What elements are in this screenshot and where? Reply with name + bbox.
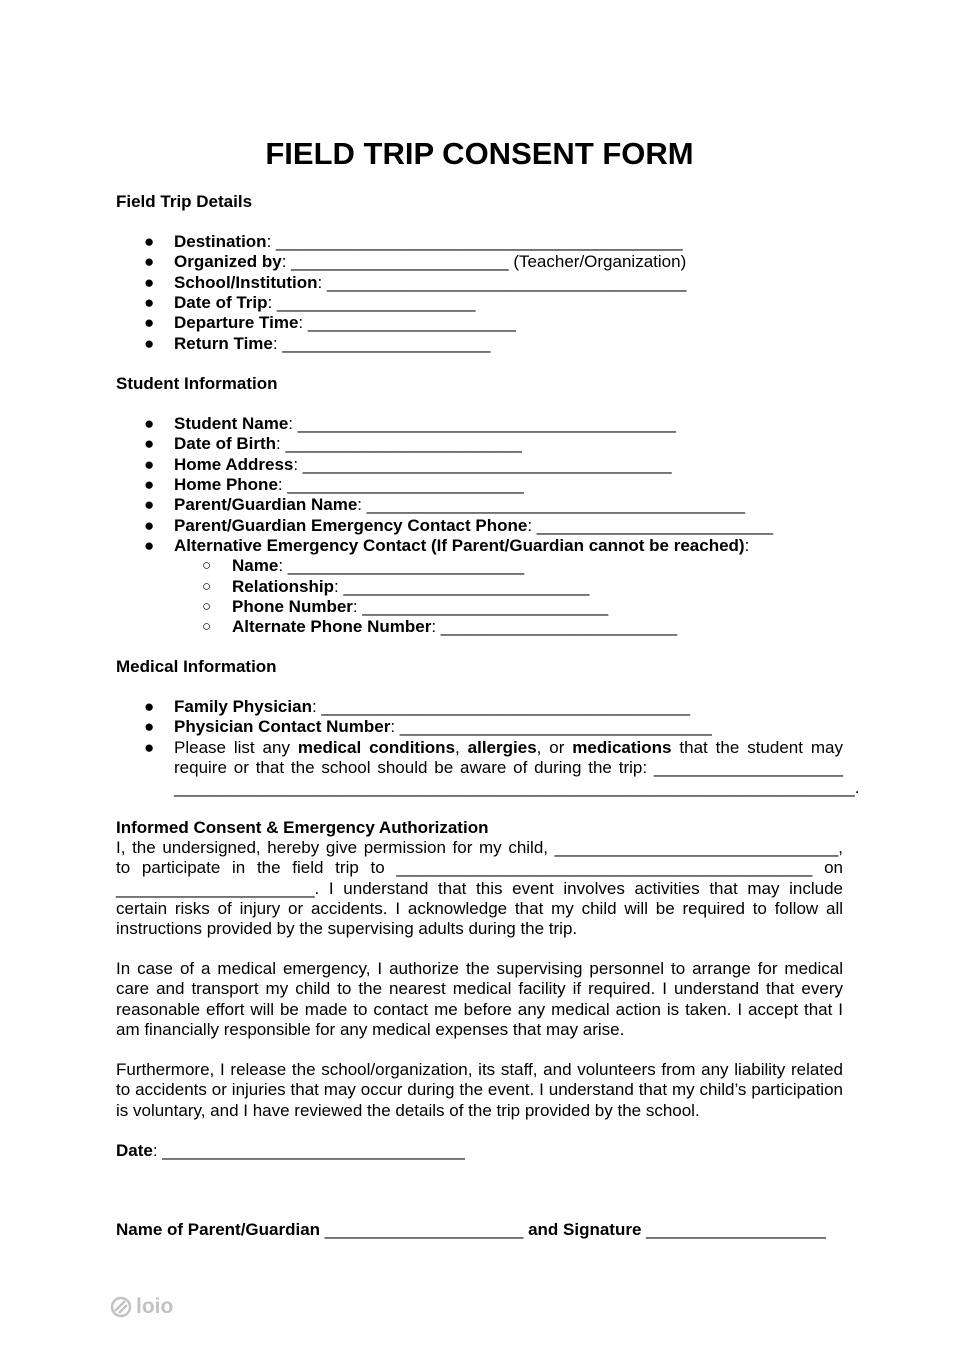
list-item (116, 293, 843, 313)
blank-line[interactable]: : ______________________ (272, 333, 491, 353)
blank-line[interactable]: : ___________________________________________ (266, 232, 683, 251)
text-line: certain risks of injury or accidents. I acknowledge that my child will be required to follow all (116, 898, 843, 918)
list-item (116, 475, 843, 495)
section-heading-trip-details: Field Trip Details (116, 192, 253, 211)
list-item (116, 434, 843, 454)
list-item (116, 232, 843, 252)
field-label: Departure Time (174, 313, 299, 333)
bullet-icon: ● (144, 272, 155, 292)
consent-paragraph-2: In case of a medical emergency, I authorize the supervising personnel to arrange for medical care and transport my child to the nearest medical facility if required. I understand that every reasonable effort will be made to contact me before any medical action is taken. I accept that I am financially responsible for any medical expenses that may arise. (116, 959, 843, 1039)
bullet-icon: ● (144, 475, 155, 495)
field-label: Date of Trip (174, 293, 268, 313)
field-label: Alternative Emergency Contact (If Parent/Guardian cannot be reached) (174, 536, 745, 556)
text-line[interactable]: _____________________. I understand that this event involves activities that may include (116, 878, 843, 898)
circle-bullet-icon: ○ (202, 557, 212, 575)
bullet-icon: ● (144, 232, 155, 251)
list-item (116, 273, 843, 293)
date-blank-line[interactable]: : ________________________________ (152, 1141, 465, 1160)
list-item-medical-conditions (116, 737, 860, 799)
blank-line[interactable]: : _______________________________________ (293, 454, 672, 474)
list-item (116, 495, 843, 515)
circle-bullet-icon: ○ (202, 577, 212, 595)
field-label: Physician Contact Number (174, 717, 391, 737)
field-label: Date of Birth (174, 434, 276, 454)
blank-line[interactable]: : ______________________ (298, 313, 516, 333)
field-label: School/Institution (174, 272, 318, 292)
parent-name-label: Name of Parent/Guardian (116, 1220, 321, 1239)
medical-info-list (116, 697, 860, 799)
student-info-list (116, 414, 843, 638)
blank-line[interactable]: : _________________________________ (390, 717, 712, 737)
blank-line[interactable]: : __________________________ (352, 597, 609, 617)
blank-line[interactable]: : ________________________________________ (288, 414, 676, 433)
blank-line[interactable]: : __________________________ (334, 576, 590, 596)
bullet-icon: ● (144, 293, 155, 313)
sub-list-item (116, 556, 843, 576)
bullet-icon: ● (144, 414, 155, 433)
section-heading-student-info: Student Information (116, 374, 278, 393)
bullet-icon: ● (144, 495, 155, 515)
list-item (116, 697, 843, 717)
blank-line[interactable]: : _______________________ (Teacher/Organization) (281, 252, 687, 272)
consent-paragraph-3: Furthermore, I release the school/organization, its staff, and volunteers from any liability related to accidents or injuries that may occur during the event. I understand that my child’s participation is voluntary, and I have reviewed the details of the trip provided by the school. (116, 1060, 843, 1120)
blank-line[interactable]: : _________________________ (276, 434, 522, 454)
field-label: Name (232, 556, 279, 576)
field-label: Family Physician (174, 697, 312, 716)
sub-list-item (116, 617, 843, 637)
text-line: Please list any medical conditions, allergies, or medications that the student may (174, 737, 843, 757)
loio-logo (110, 1295, 173, 1319)
list-item (116, 414, 843, 434)
bullet-icon: ● (144, 434, 155, 454)
colon: : (744, 536, 750, 556)
text-line-blank[interactable]: require or that the school should be aware of during the trip: ____________________ (174, 757, 843, 777)
loio-logo-icon (110, 1296, 132, 1318)
section-heading-consent: Informed Consent & Emergency Authorization (116, 818, 489, 837)
trip-details-list (116, 232, 843, 354)
bullet-icon: ● (144, 717, 155, 737)
list-item (116, 536, 843, 556)
blank-line[interactable]: : _________________________ (278, 556, 525, 576)
page-title: FIELD TRIP CONSENT FORM (265, 136, 694, 171)
blank-line[interactable]: : _________________________ (431, 617, 678, 637)
circle-bullet-icon: ○ (202, 618, 212, 636)
date-label: Date (116, 1141, 153, 1160)
field-label: Relationship (232, 576, 335, 596)
field-label: Home Phone (174, 475, 278, 495)
list-item (116, 313, 843, 333)
field-label: Return Time (174, 333, 273, 353)
circle-bullet-icon: ○ (202, 598, 212, 616)
field-label: Alternate Phone Number (232, 617, 432, 637)
field-label: Phone Number (232, 597, 353, 617)
list-item (116, 252, 843, 272)
field-label: Home Address (174, 454, 294, 474)
list-item (116, 717, 843, 737)
list-item (116, 516, 843, 536)
text-line[interactable]: to participate in the field trip to ____________________________________________ on (116, 858, 843, 878)
consent-paragraph-1 (116, 838, 843, 939)
text-line[interactable]: I, the undersigned, hereby give permission for my child, ______________________________, (116, 838, 843, 857)
blank-line[interactable]: : _______________________________________ (311, 697, 691, 716)
bullet-icon: ● (144, 454, 155, 474)
blank-line[interactable]: : _____________________ (267, 293, 476, 313)
bullet-icon: ● (144, 313, 155, 333)
blank-line[interactable]: : _________________________ (277, 475, 524, 495)
list-item (116, 455, 843, 475)
bullet-icon: ● (144, 697, 155, 716)
bullet-icon: ● (144, 333, 155, 353)
bullet-icon: ● (144, 252, 155, 272)
field-label: Organized by (174, 252, 282, 272)
section-heading-medical-info: Medical Information (116, 657, 277, 676)
parent-name-blank-line[interactable]: _____________________ (320, 1220, 529, 1239)
date-field (116, 1141, 465, 1161)
sub-list-item (116, 577, 843, 597)
signature-blank-line[interactable]: ___________________ (641, 1220, 826, 1239)
field-label: Parent/Guardian Name (174, 495, 358, 515)
signature-field (116, 1220, 826, 1240)
blank-line[interactable]: ________________________________________________________________________. (174, 778, 860, 798)
blank-line[interactable]: : _________________________ (527, 515, 774, 535)
blank-line[interactable]: : ______________________________________ (317, 272, 687, 292)
bullet-icon: ● (144, 536, 155, 556)
bullet-icon: ● (144, 515, 155, 535)
blank-line[interactable]: : ________________________________________ (357, 495, 745, 515)
field-label: Destination (174, 232, 267, 251)
field-label: Parent/Guardian Emergency Contact Phone (174, 515, 528, 535)
text-line: instructions provided by the supervising adults during the trip. (116, 919, 578, 939)
signature-label: and Signature (528, 1220, 642, 1239)
sub-list-item (116, 597, 843, 617)
logo-text: loio (136, 1295, 174, 1318)
list-item (116, 334, 843, 354)
field-label: Student Name (174, 414, 289, 433)
bullet-icon: ● (144, 737, 155, 757)
